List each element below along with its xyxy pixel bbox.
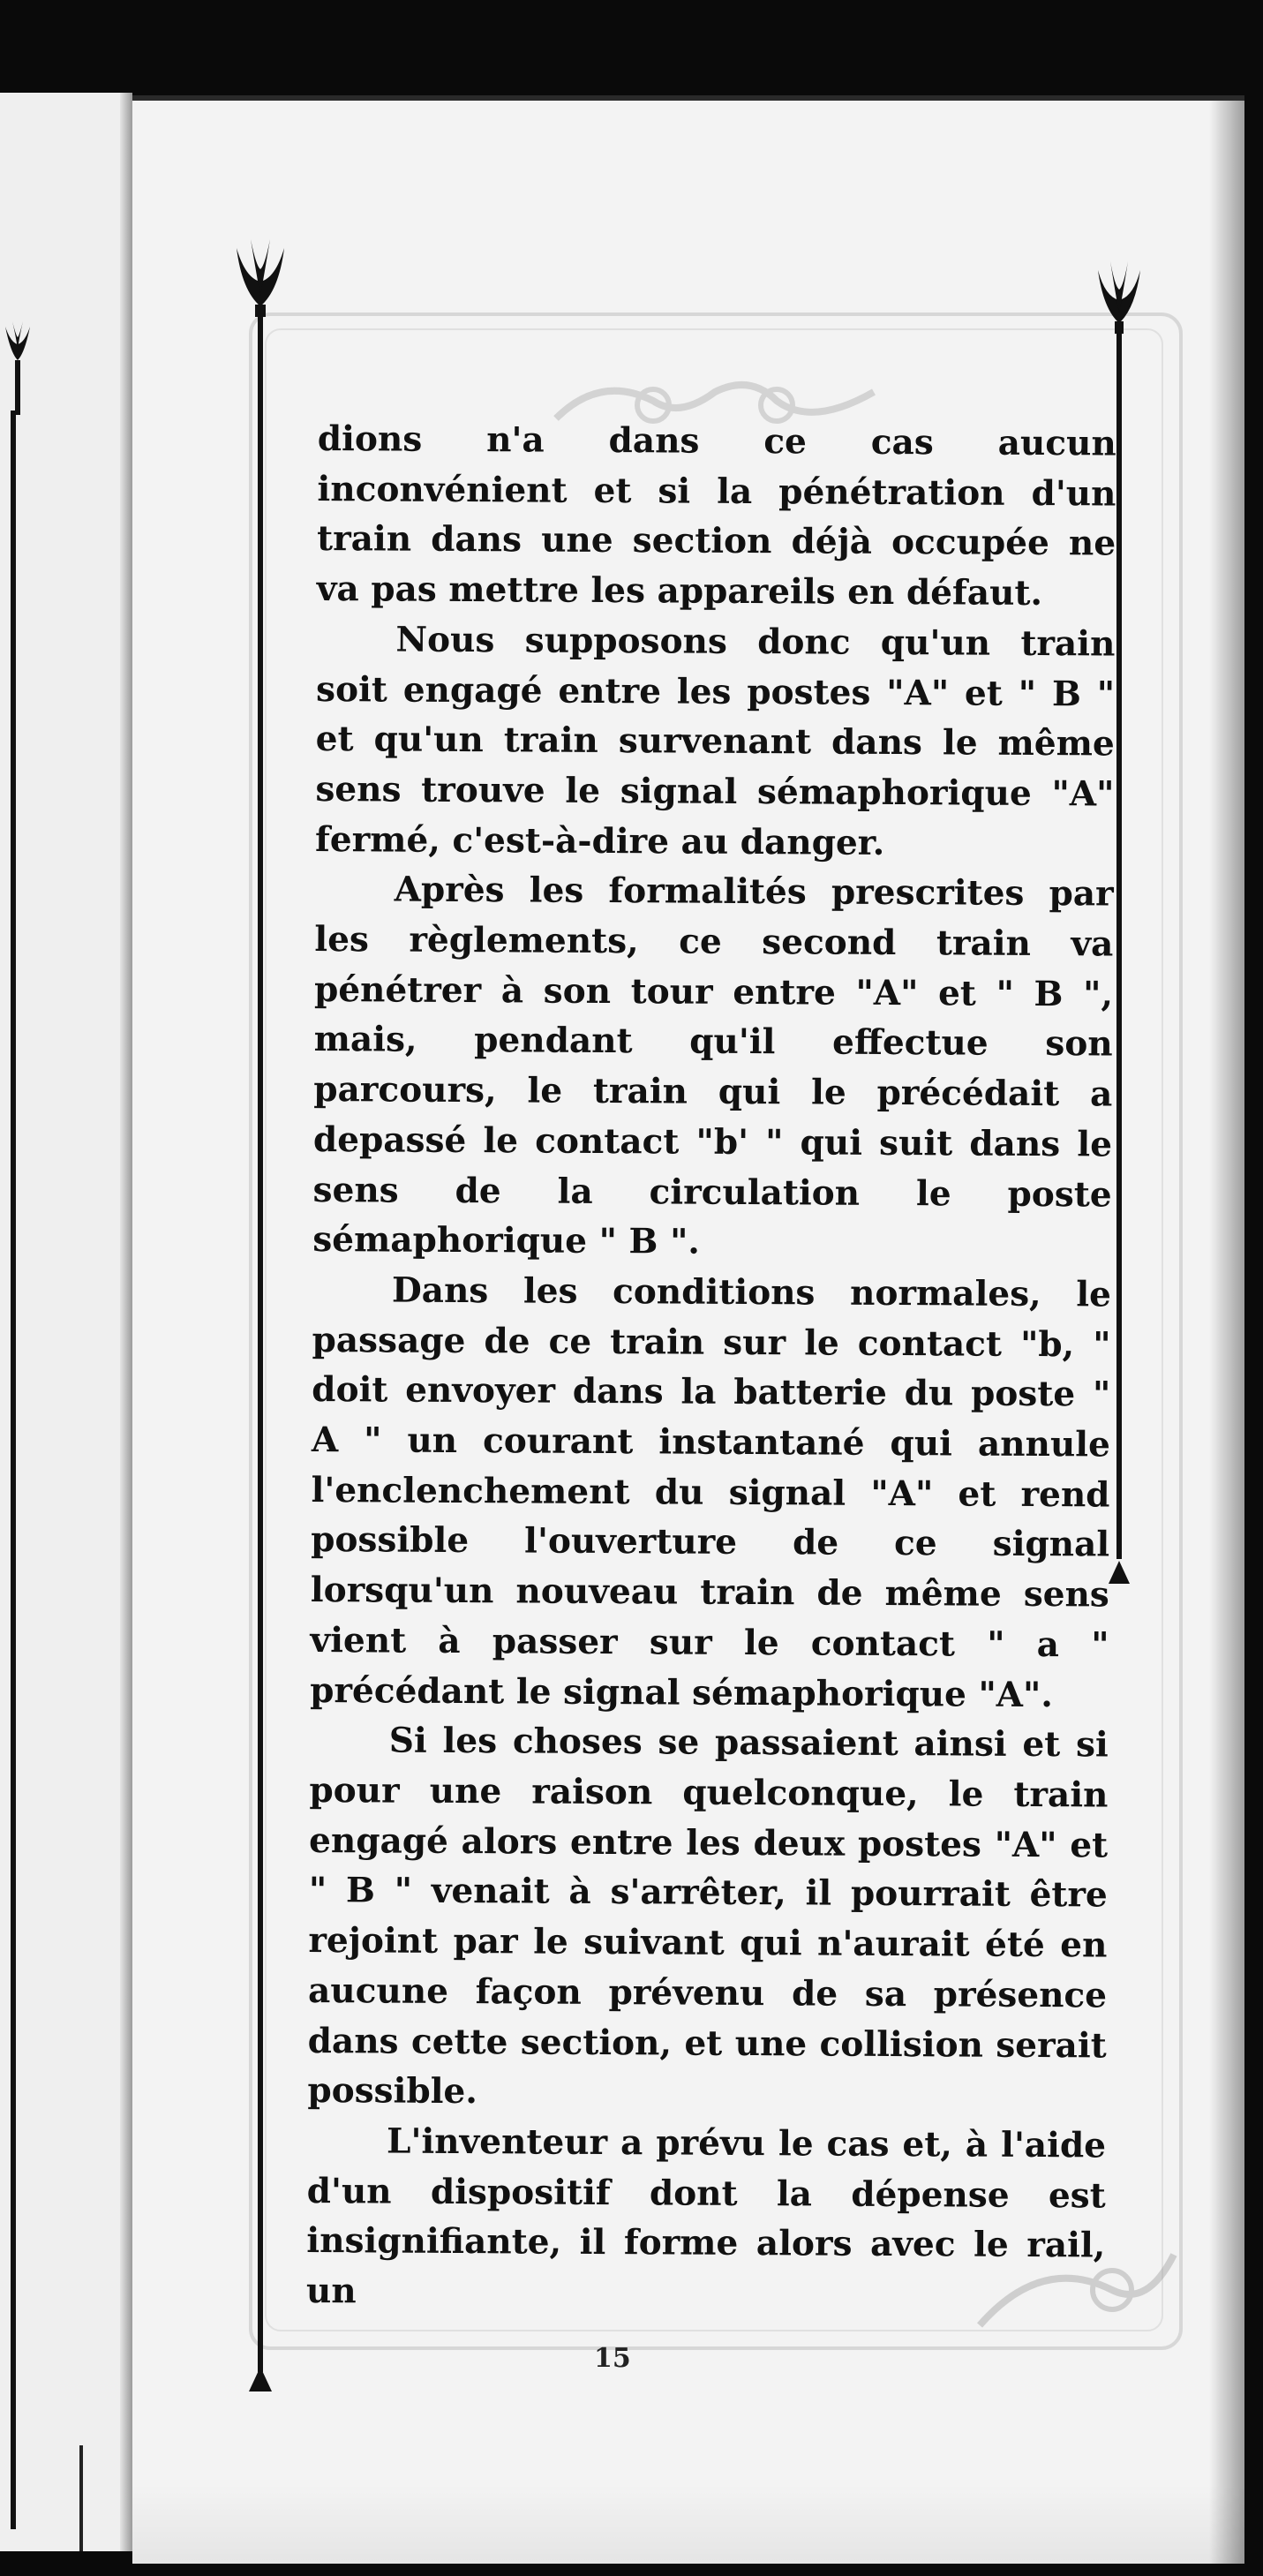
page-shade bbox=[132, 2484, 1244, 2564]
page-edge-shadow bbox=[1209, 101, 1244, 2564]
page-gutter-shadow bbox=[120, 93, 132, 2551]
previous-page-edge bbox=[0, 93, 132, 2551]
ornamental-rule bbox=[11, 411, 16, 2529]
paragraph: dions n'a dans ce cas aucun inconvénient et si la pénétration d'un train dans une section déjà occupée ne va pas mettre les appareils en défaut. bbox=[316, 418, 1116, 614]
paragraph: Nous supposons donc qu'un train soit engagé entre les postes "A" et " B " et qu'un train survenant dans le même sens trouve le signal sémaphorique "A" fermé, c'est-à-dire au danger. bbox=[314, 619, 1116, 863]
binding-line bbox=[79, 2445, 83, 2551]
paragraph: Si les choses se passaient ainsi et si pour une raison quelconque, le train engagé alors entre les deux postes "A" et " B " venait à s'arrêter, il pourrait être rejoint par le suivant qui n'aurait été en aucune façon prévenu de sa présence dans cette section, et une collision serait possible. bbox=[307, 1720, 1109, 2113]
tulip-ornament-icon bbox=[229, 237, 291, 2436]
page-number: 15 bbox=[594, 2343, 631, 2374]
body-text bbox=[306, 414, 1116, 2321]
book-page bbox=[132, 95, 1244, 2564]
tulip-ornament-icon bbox=[0, 318, 42, 415]
paragraph: Dans les conditions normales, le passage de ce train sur le contact "b, " doit envoyer dans la batterie du poste " A " un courant instantané qui annule l'enclenchement du signal "A" et rend possible l'ouverture de ce signal lorsqu'un nouveau train de même sens vient à passer sur le contact " a " précédant le signal sémaphorique "A". bbox=[310, 1269, 1112, 1715]
paragraph: Après les formalités prescrites par les règlements, ce second train va pénétrer à son tour entre "A" et " B ", mais, pendant qu'il effectue son parcours, le train qui le précédait a depassé le contact "b' " qui suit dans le sens de la circulation le poste sémaphorique " B ". bbox=[312, 869, 1114, 1262]
paragraph: L'inventeur a prévu le cas et, à l'aide d'un dispositif dont la dépense est insignifiante, il forme alors avec le rail, un bbox=[305, 2120, 1107, 2312]
